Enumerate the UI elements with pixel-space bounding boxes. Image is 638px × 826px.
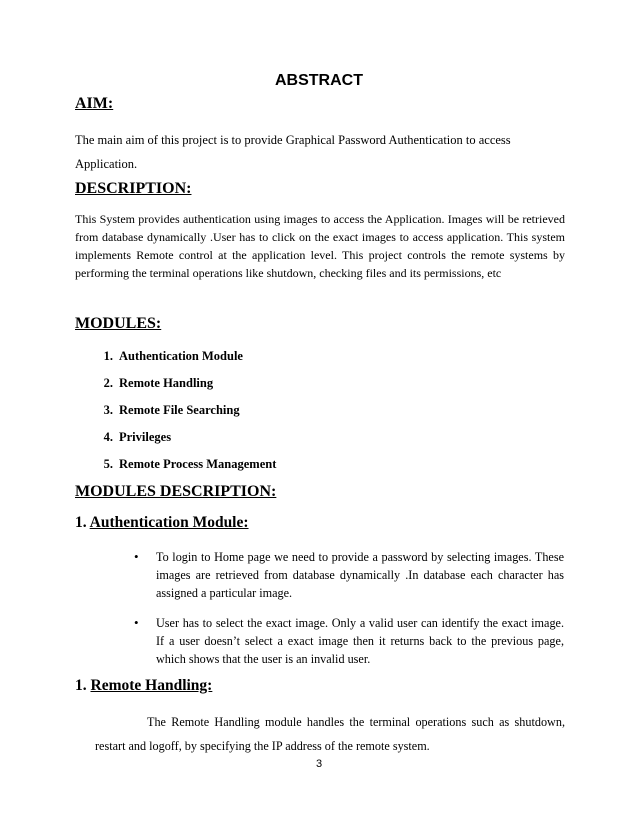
list-item bbox=[75, 424, 475, 451]
list-item-label: Remote Handling bbox=[119, 376, 214, 390]
auth-bullet-2 bbox=[134, 614, 564, 668]
page-title: ABSTRACT bbox=[275, 72, 363, 89]
remote-handling-text bbox=[95, 710, 565, 758]
remote-handling-title: Remote Handling: bbox=[90, 677, 213, 694]
list-item-number: 1. bbox=[103, 349, 113, 363]
auth-bullet-2-text: User has to select the exact image. Only a valid user can identify the exact image. If a user doesn’t select a exact image then it returns back to the previous page, which shows that the user is an invalid user. bbox=[156, 616, 564, 666]
modules-heading: MODULES: bbox=[75, 315, 162, 332]
list-item-label: Authentication Module bbox=[119, 349, 243, 363]
auth-module-heading bbox=[75, 514, 249, 532]
modules-list bbox=[75, 343, 475, 478]
list-item bbox=[75, 343, 475, 370]
remote-handling-number: 1. bbox=[75, 677, 87, 694]
auth-bullet-1-text: To login to Home page we need to provide a password by selecting images. These images are retrieved from database dynamically .In database each character has assigned a particular image. bbox=[156, 550, 564, 600]
aim-text: The main aim of this project is to provide Graphical Password Authentication to access Application. bbox=[75, 133, 511, 171]
list-item-label: Privileges bbox=[119, 430, 172, 444]
list-item-number: 5. bbox=[103, 457, 113, 471]
description-text: This System provides authentication using images to access the Application. Images will be retrieved from database dynamically .User has to click on the exact images to access application. This system implements Remote control at the application level. This project controls the remote systems by performing the terminal operations like shutdown, checking files and its permissions, etc bbox=[75, 212, 565, 280]
bullet-icon: • bbox=[134, 615, 139, 630]
list-item bbox=[75, 451, 475, 478]
list-item bbox=[75, 397, 475, 424]
auth-module-number: 1. bbox=[75, 514, 87, 531]
list-item bbox=[75, 370, 475, 397]
description-heading: DESCRIPTION: bbox=[75, 180, 192, 197]
list-item-number: 2. bbox=[103, 376, 113, 390]
remote-handling-line-1: The Remote Handling module handles the terminal operations such as shutdown, bbox=[147, 715, 565, 729]
aim-heading: AIM: bbox=[75, 95, 114, 112]
auth-bullet-1 bbox=[134, 548, 564, 602]
list-item-number: 4. bbox=[103, 430, 113, 444]
modules-description-heading: MODULES DESCRIPTION: bbox=[75, 483, 277, 500]
page-number: 3 bbox=[315, 758, 323, 770]
list-item-label: Remote Process Management bbox=[119, 457, 277, 471]
remote-handling-line-2: restart and logoff, by specifying the IP address of the remote system. bbox=[95, 739, 430, 753]
auth-module-title: Authentication Module: bbox=[89, 514, 249, 531]
list-item-number: 3. bbox=[103, 403, 113, 417]
bullet-icon: • bbox=[134, 549, 139, 564]
remote-handling-heading bbox=[75, 677, 212, 695]
list-item-label: Remote File Searching bbox=[119, 403, 240, 417]
